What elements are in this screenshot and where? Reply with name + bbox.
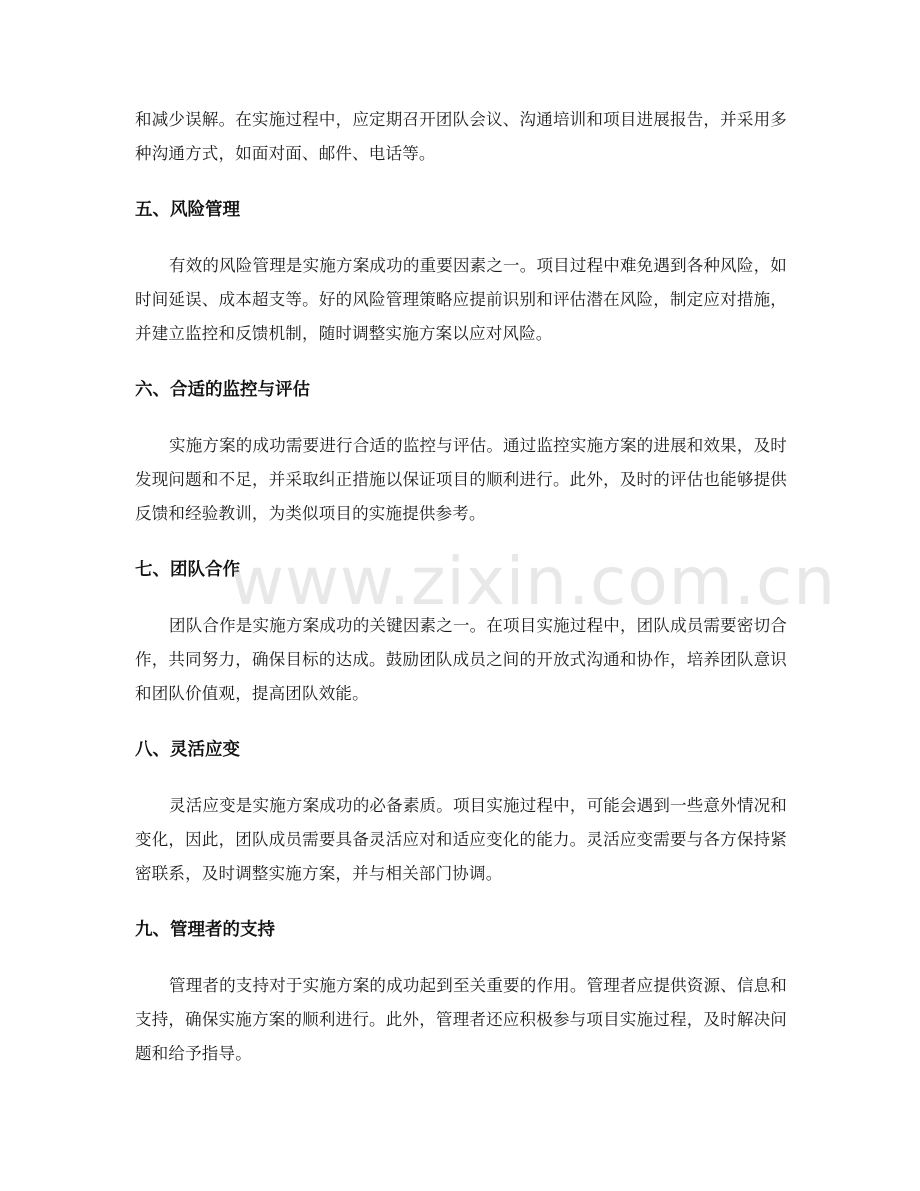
intro-paragraph: 和减少误解。在实施过程中，应定期召开团队会议、沟通培训和项目进展报告，并采用多种沟通方式，如面对面、邮件、电话等。: [135, 110, 787, 163]
section-heading-flexibility: 八、灵活应变: [135, 740, 240, 760]
section-body-risk: 有效的风险管理是实施方案成功的重要因素之一。项目过程中难免遇到各种风险，如时间延误、成本超支等。好的风险管理策略应提前识别和评估潜在风险，制定应对措施，并建立监控和反馈机制，随时调整实施方案以应对风险。: [135, 256, 787, 343]
section-body-flexibility: 灵活应变是实施方案成功的必备素质。项目实施过程中，可能会遇到一些意外情况和变化，因此，团队成员需要具备灵活应对和适应变化的能力。灵活应变需要与各方保持紧密联系，及时调整实施方案，并与相关部门协调。: [135, 796, 787, 883]
section-body-management-support: 管理者的支持对于实施方案的成功起到至关重要的作用。管理者应提供资源、信息和支持，确保实施方案的顺利进行。此外，管理者还应积极参与项目实施过程，及时解决问题和给予指导。: [135, 976, 787, 1063]
watermark: www.zixin.com.cn: [230, 543, 837, 620]
section-heading-teamwork: 七、团队合作: [135, 560, 240, 580]
section-heading-monitoring: 六、合适的监控与评估: [135, 380, 310, 400]
section-heading-risk: 五、风险管理: [135, 200, 240, 220]
document-body: [135, 103, 787, 1071]
section-body-monitoring: 实施方案的成功需要进行合适的监控与评估。通过监控实施方案的进展和效果，及时发现问题和不足，并采取纠正措施以保证项目的顺利进行。此外，及时的评估也能够提供反馈和经验教训，为类似项目的实施提供参考。: [135, 436, 787, 523]
section-body-teamwork: 团队合作是实施方案成功的关键因素之一。在项目实施过程中，团队成员需要密切合作，共同努力，确保目标的达成。鼓励团队成员之间的开放式沟通和协作，培养团队意识和团队价值观，提高团队效能。: [135, 616, 787, 703]
section-heading-management-support: 九、管理者的支持: [135, 920, 275, 940]
